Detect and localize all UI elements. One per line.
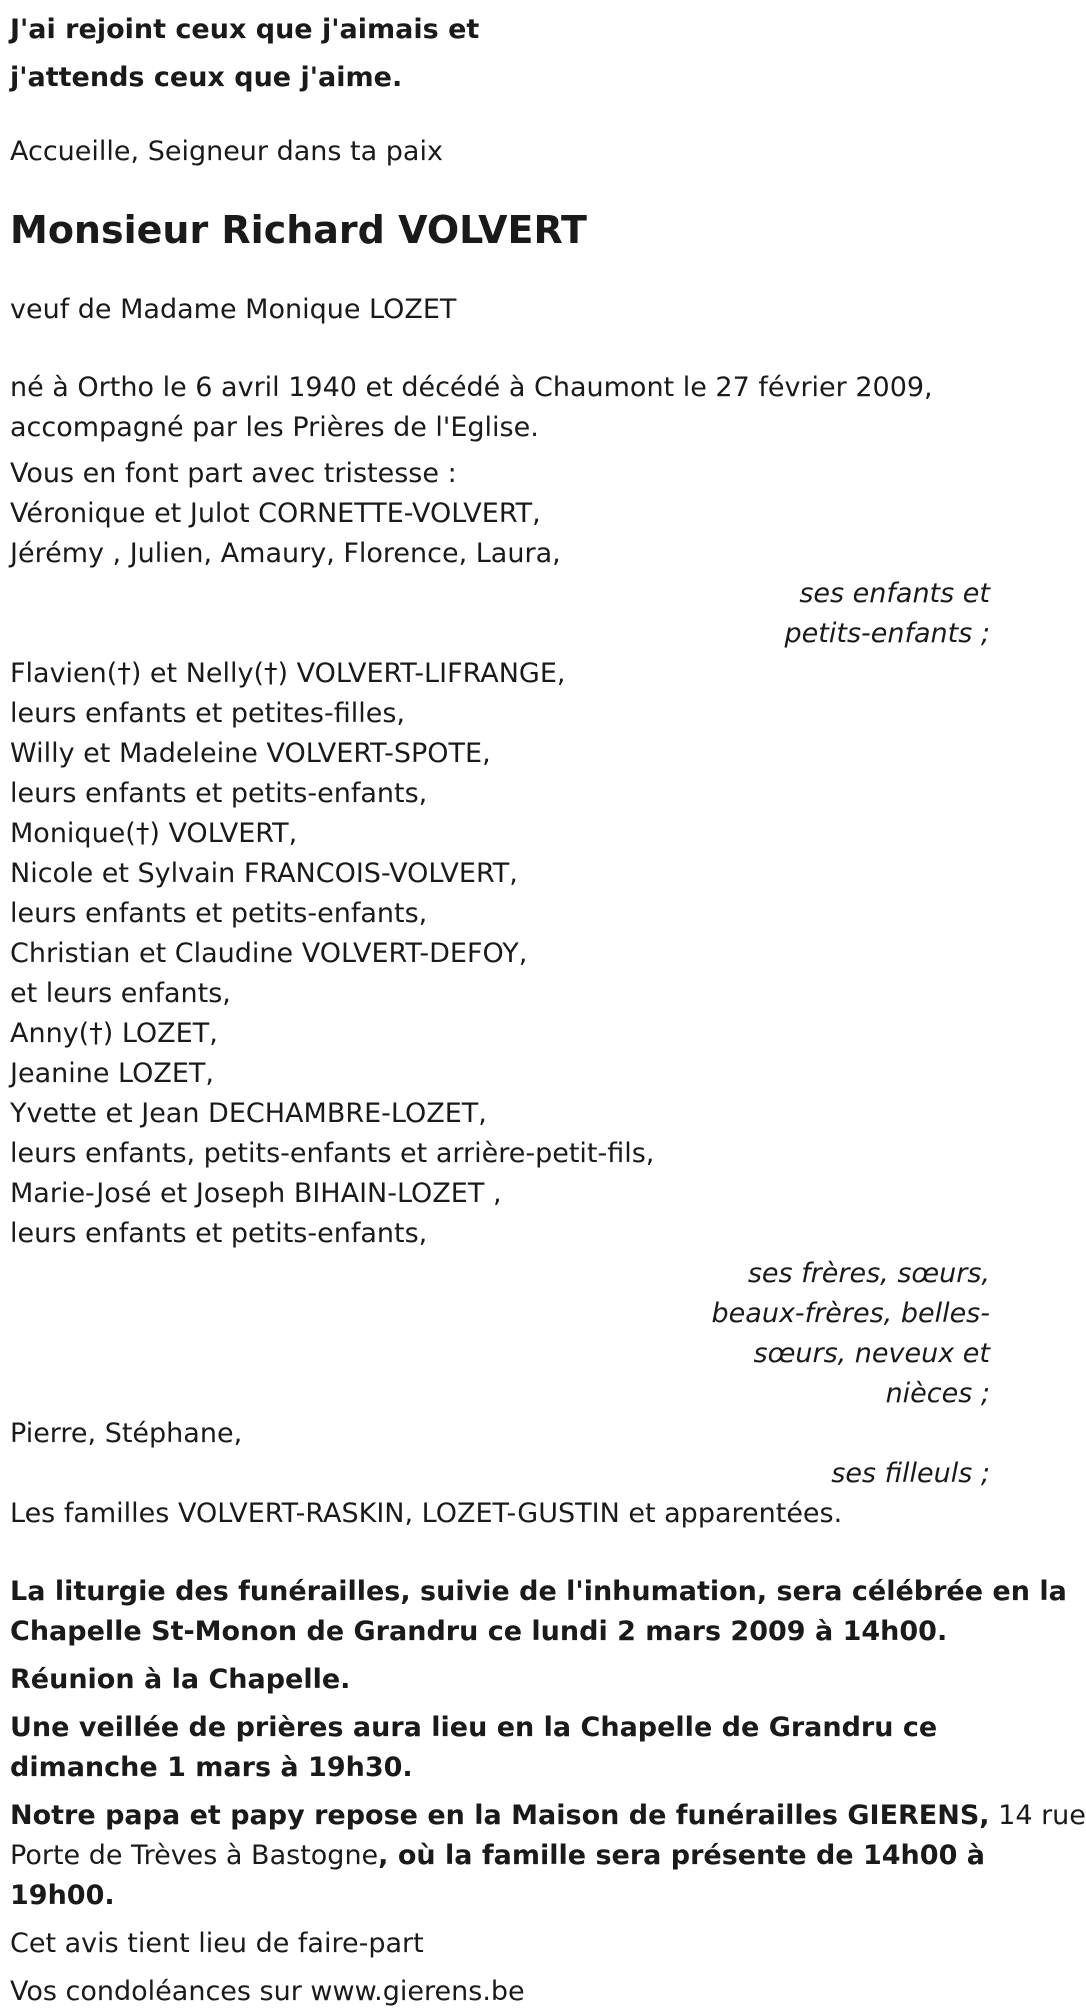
birth-death-line-1: né à Ortho le 6 avril 1940 et décédé à Chaumont le 27 février 2009, bbox=[10, 372, 933, 403]
sibling-line: et leurs enfants, bbox=[10, 978, 231, 1009]
children-line-2: Jérémy , Julien, Amaury, Florence, Laura, bbox=[10, 538, 561, 569]
sibling-line: leurs enfants et petits-enfants, bbox=[10, 1218, 428, 1249]
godchildren bbox=[10, 1414, 990, 1454]
siblings-role-line-2: beaux-frères, belles- bbox=[711, 1298, 990, 1329]
siblings-role bbox=[10, 1254, 990, 1414]
sibling-line: Nicole et Sylvain FRANCOIS-VOLVERT, bbox=[10, 858, 518, 889]
deceased-name: Monsieur Richard VOLVERT bbox=[10, 208, 587, 252]
vigil bbox=[10, 1708, 990, 1788]
families bbox=[10, 1494, 990, 1534]
notice-text: Cet avis tient lieu de faire-part bbox=[10, 1928, 424, 1959]
sibling-line: leurs enfants, petits-enfants et arrière-petit-fils, bbox=[10, 1138, 655, 1169]
sibling-line: Anny(†) LOZET, bbox=[10, 1018, 218, 1049]
children-line-1: Véronique et Julot CORNETTE-VOLVERT, bbox=[10, 498, 541, 529]
children-role-line-1: ses enfants et bbox=[799, 578, 990, 609]
widow-of-text: veuf de Madame Monique LOZET bbox=[10, 294, 457, 325]
sibling-line: Monique(†) VOLVERT, bbox=[10, 818, 298, 849]
godchildren-role-text: ses filleuls ; bbox=[831, 1458, 990, 1489]
birth-death bbox=[10, 368, 990, 448]
widow-of bbox=[10, 290, 990, 330]
sibling-line: Yvette et Jean DECHAMBRE-LOZET, bbox=[10, 1098, 487, 1129]
families-text: Les familles VOLVERT-RASKIN, LOZET-GUSTIN et apparentées. bbox=[10, 1498, 843, 1529]
rest-line-3: 19h00. bbox=[10, 1880, 115, 1911]
liturgy-line-2: Chapelle St-Monon de Grandru ce lundi 2 mars 2009 à 14h00. bbox=[10, 1616, 948, 1647]
prayer bbox=[10, 132, 990, 172]
sibling-line: Flavien(†) et Nelly(†) VOLVERT-LIFRANGE, bbox=[10, 658, 566, 689]
announce-intro: Vous en font part avec tristesse : bbox=[10, 458, 457, 489]
siblings-role-line-4: nièces ; bbox=[885, 1378, 990, 1409]
siblings-list bbox=[10, 654, 990, 1254]
children-role-line-2: petits-enfants ; bbox=[784, 618, 990, 649]
rest-bold-a: Notre papa et papy repose en la Maison de funérailles GIERENS, bbox=[10, 1800, 990, 1831]
sibling-line: Christian et Claudine VOLVERT-DEFOY, bbox=[10, 938, 528, 969]
rest-bold-b: , où la famille sera présente de 14h00 à bbox=[378, 1840, 985, 1871]
rest-reg-a: 14 rue bbox=[989, 1800, 1086, 1831]
godchildren-role bbox=[10, 1454, 990, 1494]
condolences bbox=[10, 1972, 990, 2012]
siblings-role-line-1: ses frères, sœurs, bbox=[747, 1258, 990, 1289]
rest-info bbox=[10, 1796, 1086, 1916]
sibling-line: leurs enfants et petits-enfants, bbox=[10, 898, 428, 929]
meeting bbox=[10, 1660, 990, 1700]
rest-line-1 bbox=[10, 1796, 1086, 1836]
announcement bbox=[10, 454, 990, 574]
children-role bbox=[10, 574, 990, 654]
siblings-role-line-3: sœurs, neveux et bbox=[753, 1338, 990, 1369]
vigil-line-1: Une veillée de prières aura lieu en la Chapelle de Grandru ce bbox=[10, 1712, 938, 1743]
sibling-line: Willy et Madeleine VOLVERT-SPOTE, bbox=[10, 738, 491, 769]
sibling-line: leurs enfants et petits-enfants, bbox=[10, 778, 428, 809]
rest-reg-b: Porte de Trèves à Bastogne bbox=[10, 1840, 379, 1871]
vigil-line-2: dimanche 1 mars à 19h30. bbox=[10, 1752, 413, 1783]
rest-line-2 bbox=[10, 1836, 990, 1876]
epigraph-line-1: J'ai rejoint ceux que j'aimais et bbox=[10, 14, 480, 45]
condolences-text: Vos condoléances sur www.gierens.be bbox=[10, 1976, 525, 2007]
epigraph bbox=[10, 0, 990, 102]
birth-death-line-2: accompagné par les Prières de l'Eglise. bbox=[10, 412, 539, 443]
notice bbox=[10, 1924, 990, 1964]
liturgy-line-1: La liturgie des funérailles, suivie de l'inhumation, sera célébrée en la bbox=[10, 1576, 1067, 1607]
sibling-line: Jeanine LOZET, bbox=[10, 1058, 215, 1089]
godchildren-names: Pierre, Stéphane, bbox=[10, 1418, 243, 1449]
sibling-line: Marie-José et Joseph BIHAIN-LOZET , bbox=[10, 1178, 502, 1209]
liturgy bbox=[10, 1572, 1067, 1652]
epigraph-line-2: j'attends ceux que j'aime. bbox=[10, 62, 403, 93]
sibling-line: leurs enfants et petites-filles, bbox=[10, 698, 405, 729]
prayer-text: Accueille, Seigneur dans ta paix bbox=[10, 136, 443, 167]
meeting-text: Réunion à la Chapelle. bbox=[10, 1664, 351, 1695]
